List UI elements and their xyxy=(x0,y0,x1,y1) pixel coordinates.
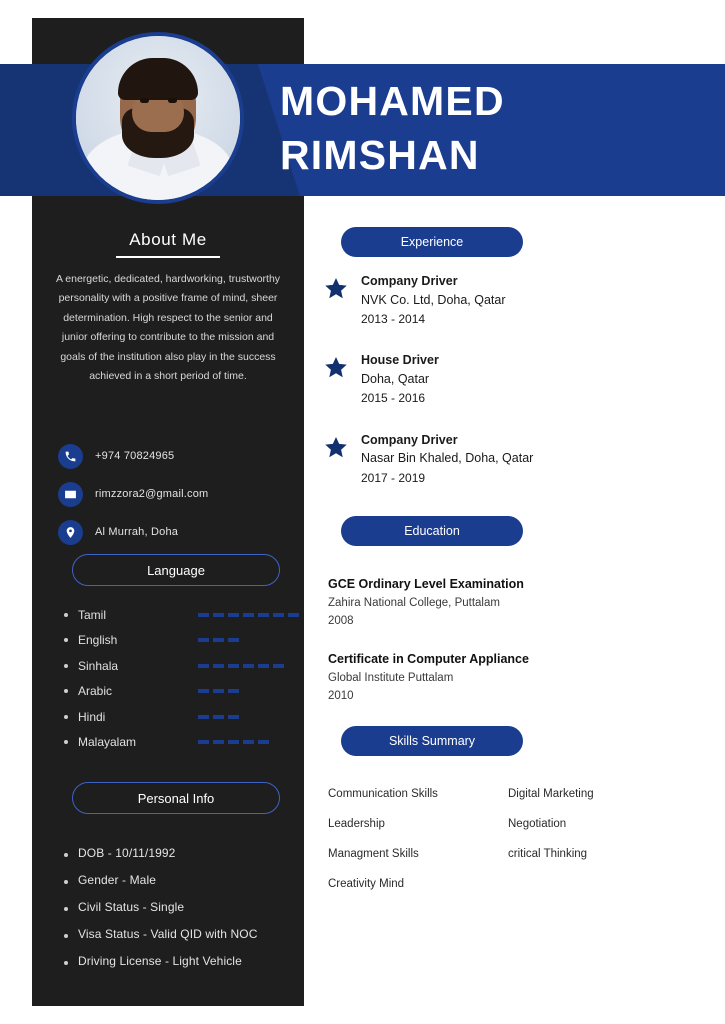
personal-info-gender: Gender - Male xyxy=(78,873,156,887)
list-item xyxy=(64,927,304,941)
skills-list xyxy=(328,788,698,890)
contact-row-location[interactable] xyxy=(58,514,298,550)
email-text: rimzzora2@gmail.com xyxy=(95,488,209,500)
contact-list xyxy=(58,438,298,552)
avatar xyxy=(72,32,244,204)
language-list xyxy=(64,602,294,755)
list-item xyxy=(323,272,703,329)
list-item xyxy=(328,574,708,631)
personal-info-list xyxy=(64,846,304,981)
education-title: Certificate in Computer Appliance xyxy=(328,651,529,666)
skill-item: Digital Marketing xyxy=(508,788,594,800)
language-level-hindi xyxy=(198,715,239,719)
contact-row-phone[interactable] xyxy=(58,438,298,474)
language-name: Hindi xyxy=(78,709,106,724)
education-list xyxy=(328,574,708,724)
language-level-sinhala xyxy=(198,664,284,668)
bullet-icon xyxy=(64,715,68,719)
skill-item: Negotiation xyxy=(508,818,567,830)
avatar-eye-right xyxy=(168,98,177,103)
experience-period: 2013 - 2014 xyxy=(361,312,426,327)
list-item xyxy=(64,954,304,968)
list-item xyxy=(64,704,294,729)
language-name: English xyxy=(78,633,118,647)
education-year: 2008 xyxy=(328,615,354,628)
language-name: Tamil xyxy=(78,607,107,622)
skill-item: Leadership xyxy=(328,818,385,830)
list-item xyxy=(323,431,703,488)
personal-info-civil-status: Civil Status - Single xyxy=(78,900,185,914)
language-level-arabic xyxy=(198,689,239,693)
language-level-malayalam xyxy=(198,740,269,744)
email-icon xyxy=(58,482,83,507)
bullet-icon xyxy=(64,664,68,668)
bullet-icon xyxy=(64,740,68,744)
experience-place: Nasar Bin Khaled, Doha, Qatar xyxy=(361,451,534,466)
about-heading: About Me xyxy=(129,230,207,249)
skill-item xyxy=(508,878,688,890)
list-item xyxy=(64,602,294,627)
list-item xyxy=(328,649,708,706)
experience-place: Doha, Qatar xyxy=(361,372,430,387)
phone-icon xyxy=(58,444,83,469)
contact-row-email[interactable] xyxy=(58,476,298,512)
experience-heading: Experience xyxy=(341,227,523,257)
list-item xyxy=(64,730,294,755)
location-text: Al Murrah, Doha xyxy=(95,526,179,538)
avatar-eye-left xyxy=(140,98,149,103)
experience-place: NVK Co. Ltd, Doha, Qatar xyxy=(361,292,506,307)
list-item xyxy=(64,679,294,704)
bullet-icon xyxy=(64,613,68,617)
experience-period: 2015 - 2016 xyxy=(361,391,426,406)
language-name: Sinhala xyxy=(78,658,119,673)
language-heading: Language xyxy=(72,554,280,586)
location-icon xyxy=(58,520,83,545)
star-icon xyxy=(323,276,351,307)
experience-period: 2017 - 2019 xyxy=(361,470,426,485)
page-title xyxy=(280,74,710,182)
bullet-icon xyxy=(64,934,68,938)
bullet-icon xyxy=(64,907,68,911)
skills-heading: Skills Summary xyxy=(341,726,523,756)
personal-info-heading: Personal Info xyxy=(72,782,280,814)
personal-info-visa-status: Visa Status - Valid QID with NOC xyxy=(78,927,258,941)
bullet-icon xyxy=(64,689,68,693)
list-item xyxy=(64,900,304,914)
personal-info-dob: DOB - 10/11/1992 xyxy=(78,846,176,860)
education-heading: Education xyxy=(341,516,523,546)
education-school: Zahira National College, Puttalam xyxy=(328,597,500,609)
language-level-tamil xyxy=(198,613,299,617)
education-year: 2010 xyxy=(328,690,354,703)
phone-text: +974 70824965 xyxy=(95,450,175,462)
skill-item: Creativity Mind xyxy=(328,878,405,890)
skill-item: critical Thinking xyxy=(508,848,588,860)
skill-item: Communication Skills xyxy=(328,788,438,800)
about-underline xyxy=(116,256,220,258)
bullet-icon xyxy=(64,961,68,965)
education-title: GCE Ordinary Level Examination xyxy=(328,577,524,591)
list-item xyxy=(64,873,304,887)
experience-list xyxy=(323,272,703,510)
experience-role: Company Driver xyxy=(361,274,458,288)
language-name: Malayalam xyxy=(78,735,137,749)
list-item xyxy=(64,628,294,653)
bullet-icon xyxy=(64,638,68,642)
list-item xyxy=(64,846,304,860)
experience-role: Company Driver xyxy=(361,432,458,447)
star-icon xyxy=(323,435,351,466)
language-name: Arabic xyxy=(78,684,113,698)
bullet-icon xyxy=(64,853,68,857)
first-name: MOHAMED xyxy=(280,78,505,124)
experience-role: House Driver xyxy=(361,353,439,368)
star-icon xyxy=(323,355,351,386)
list-item xyxy=(64,653,294,678)
about-text: A energetic, dedicated, hardworking, trustworthy personality with a positive frame of mind, sheer determination. High respect to the senior and junior offering to contribute to the mission and goals of the institution also play in the success achieved in a short period of time. xyxy=(55,273,281,383)
personal-info-driving-license: Driving License - Light Vehicle xyxy=(78,954,242,968)
skill-item: Managment Skills xyxy=(328,848,419,860)
language-level-english xyxy=(198,638,239,642)
list-item xyxy=(323,351,703,408)
bullet-icon xyxy=(64,880,68,884)
education-school: Global Institute Puttalam xyxy=(328,671,454,684)
last-name: RIMSHAN xyxy=(280,132,480,179)
